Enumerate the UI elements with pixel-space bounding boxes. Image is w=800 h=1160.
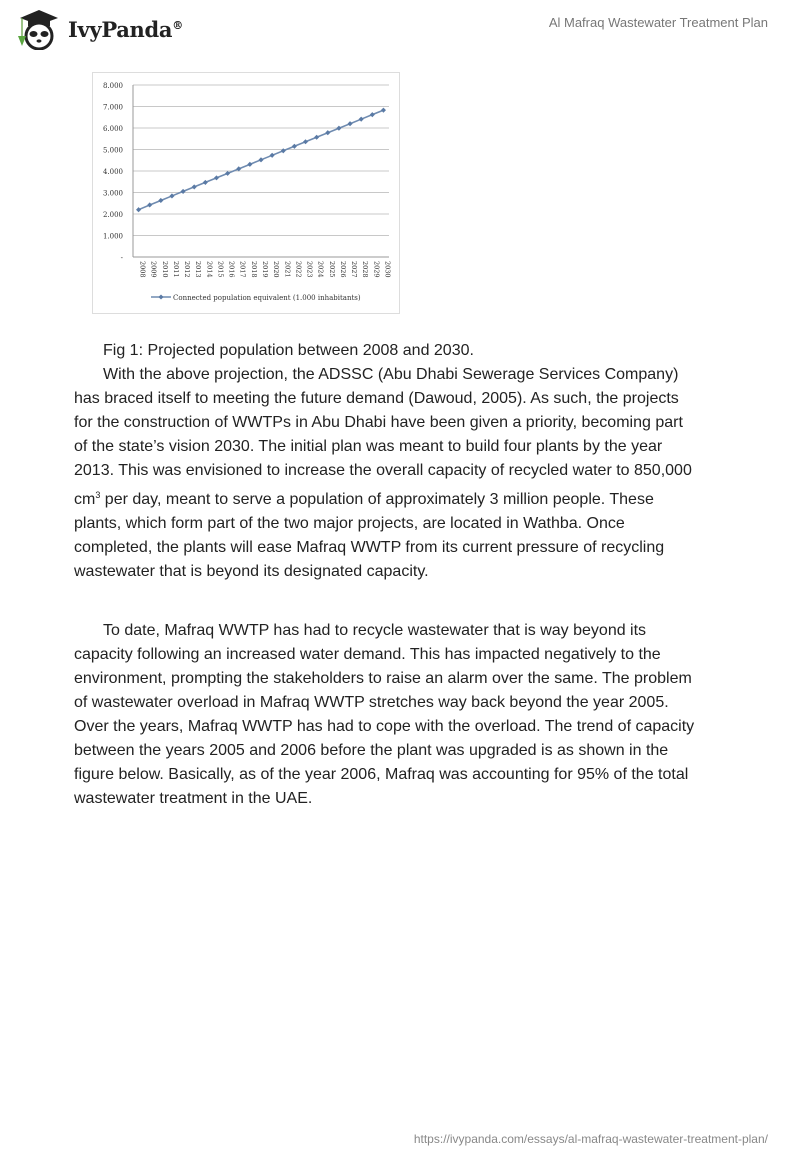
y-tick-label: 7.000 [102, 103, 123, 112]
superscript: 3 [95, 490, 101, 500]
text-line: of the state’s vision 2030. The initial plan was meant to build four plants by the year [74, 438, 663, 455]
text-line: To date, Mafraq WWTP has had to recycle wastewater that is way beyond its [103, 622, 647, 639]
text-line-rest: per day, meant to serve a population of approximately 3 million people. These [100, 491, 654, 508]
text-line: wastewater that is beyond its designated capacity. [74, 563, 429, 580]
x-tick-label: 2022 [294, 261, 303, 278]
data-point [158, 198, 163, 203]
x-tick-label: 2008 [138, 261, 147, 278]
text-line: of wastewater overload in Mafraq WWTP stretches way back beyond the year 2005. [74, 694, 669, 711]
y-tick-label: 4.000 [102, 168, 123, 176]
data-point [258, 157, 263, 162]
x-tick-label: 2010 [160, 261, 169, 278]
text-line: capacity following an increased water demand. This has impacted negatively to the [74, 646, 661, 663]
data-point [325, 130, 330, 135]
y-tick-label: 1.000 [102, 232, 123, 241]
x-tick-label: 2012 [183, 261, 192, 278]
registered-mark: ® [172, 18, 183, 32]
data-point [203, 180, 208, 185]
text-line: for the construction of WWTPs in Abu Dhabi have been given a priority, becoming part [74, 414, 683, 431]
data-point [147, 202, 152, 207]
x-tick-label: 2028 [361, 261, 370, 278]
x-tick-label: 2011 [171, 261, 180, 278]
text-line: completed, the plants will ease Mafraq WWTP from its current pressure of recycling [74, 539, 665, 556]
data-point [136, 207, 141, 212]
y-tick-label: 6.000 [102, 125, 123, 133]
unit-text: cm [74, 491, 96, 508]
x-tick-label: 2023 [305, 261, 314, 278]
text-line: environment, prompting the stakeholders to raise an alarm over the same. The problem [74, 670, 692, 687]
paragraph-1 [74, 363, 692, 584]
text-line: has braced itself to meeting the future demand (Dawoud, 2005). As such, the projects [74, 390, 679, 407]
data-point [270, 153, 275, 158]
data-point [336, 126, 341, 131]
figure-caption: Fig 1: Projected population between 2008 and 2030. [103, 342, 474, 359]
x-tick-label: 2009 [149, 261, 158, 278]
data-point [225, 171, 230, 176]
text-line: wastewater treatment in the UAE. [74, 790, 313, 807]
data-point [169, 193, 174, 198]
x-tick-label: 2014 [205, 261, 214, 278]
x-tick-label: 2025 [327, 261, 336, 278]
data-point [247, 162, 252, 167]
brand-text: IvyPanda [68, 16, 173, 42]
text-line: between the years 2005 and 2006 before the plant was upgraded is as shown in the [74, 742, 669, 759]
x-tick-label: 2026 [338, 261, 347, 278]
x-tick-label: 2019 [261, 261, 269, 278]
population-line-chart [93, 73, 399, 313]
brand-name [68, 17, 183, 42]
y-tick-label: 2.000 [102, 211, 123, 219]
text-line: plants, which form part of the two major projects, are located in Wathba. Once [74, 515, 625, 532]
data-point [347, 121, 352, 126]
x-tick-label: 2030 [383, 261, 392, 278]
text-line: Over the years, Mafraq WWTP has had to cope with the overload. The trend of capacity [74, 718, 695, 735]
text-line: figure below. Basically, as of the year 2006, Mafraq was accounting for 95% of the total [74, 766, 689, 783]
running-title: Al Mafraq Wastewater Treatment Plan [548, 15, 768, 30]
x-tick-label: 2016 [227, 261, 236, 278]
legend-marker [158, 294, 163, 299]
source-url[interactable]: https://ivypanda.com/essays/al-mafraq-wastewater-treatment-plan/ [413, 1132, 768, 1146]
data-point [370, 112, 375, 117]
x-tick-label: 2021 [283, 261, 292, 278]
data-point [292, 144, 297, 149]
data-point [192, 184, 197, 189]
y-tick-label: - [120, 254, 123, 262]
data-point [359, 117, 364, 122]
data-point [314, 135, 319, 140]
data-point [181, 189, 186, 194]
x-tick-label: 2020 [272, 261, 281, 278]
x-tick-label: 2017 [238, 261, 247, 278]
y-tick-label: 8.000 [102, 82, 123, 90]
data-point [214, 175, 219, 180]
y-tick-label: 5.000 [102, 146, 123, 155]
x-tick-label: 2015 [216, 261, 225, 278]
x-tick-label: 2027 [350, 261, 359, 278]
panda-graduate-icon [16, 8, 62, 50]
paragraph-2 [74, 619, 694, 811]
x-tick-label: 2024 [316, 261, 325, 278]
data-point [381, 108, 386, 113]
ivypanda-logo[interactable] [16, 8, 183, 50]
legend-label: Connected population equivalent (1.000 inhabitants) [173, 294, 361, 302]
x-tick-label: 2013 [194, 261, 203, 278]
data-point [303, 139, 308, 144]
y-tick-label: 3.000 [102, 189, 123, 198]
x-tick-label: 2029 [372, 261, 381, 278]
text-line: With the above projection, the ADSSC (Abu Dhabi Sewerage Services Company) [103, 366, 679, 383]
figure-population-chart [92, 72, 400, 314]
x-tick-label: 2018 [249, 261, 258, 278]
text-line: 2013. This was envisioned to increase the overall capacity of recycled water to 850,000 [74, 462, 692, 479]
text-line-with-superscript [74, 483, 692, 512]
